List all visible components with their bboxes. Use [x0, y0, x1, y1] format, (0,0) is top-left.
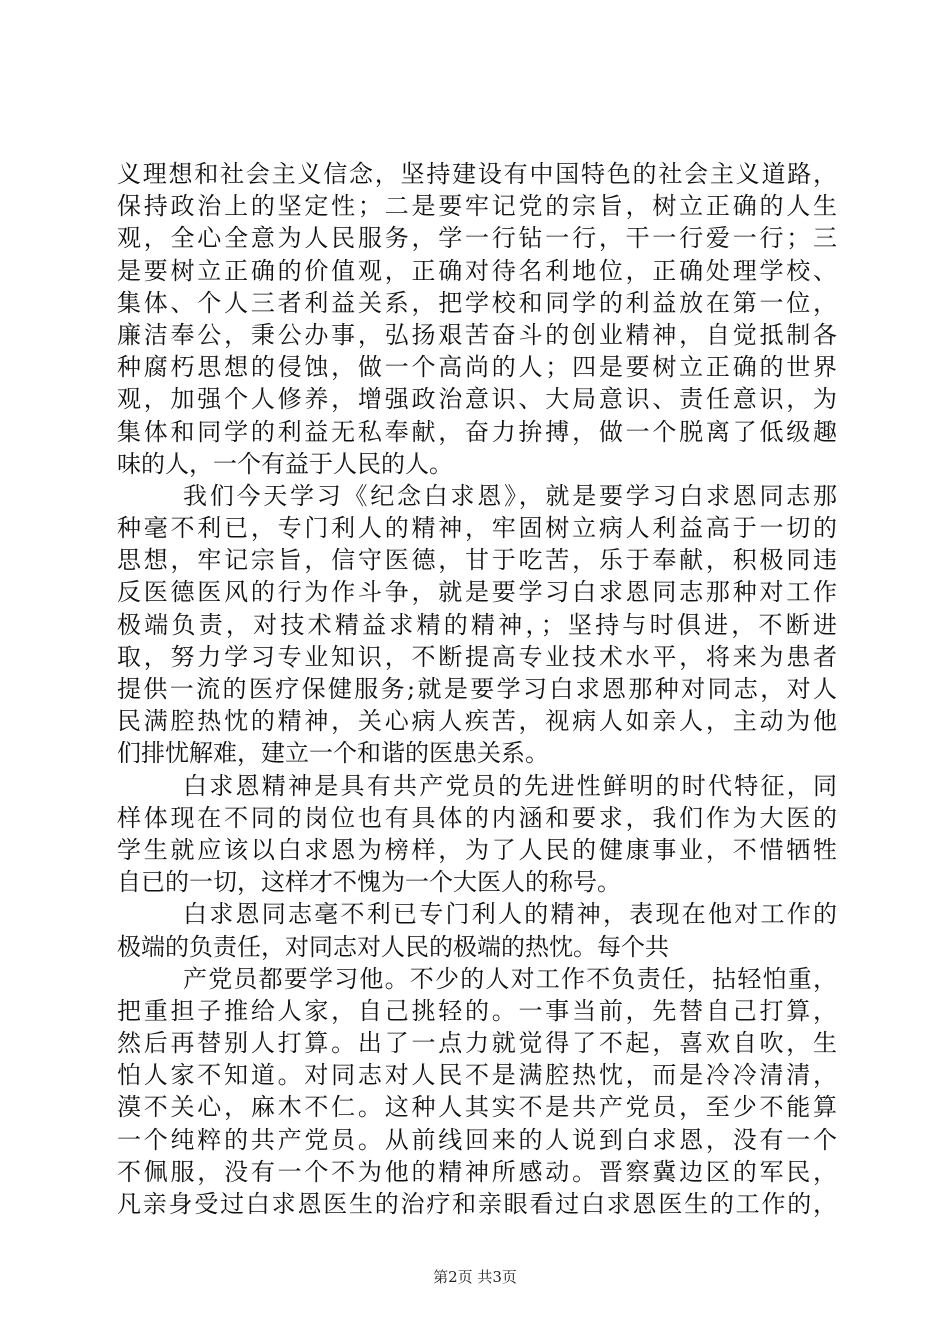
text-line: 极端负责，对技术精益求精的精神，；坚持与时俱进，不断进 — [117, 610, 837, 639]
text-line: 观，全心全意为人民服务，学一行钻一行，干一行爱一行；三 — [117, 224, 837, 253]
text-line: 们排忧解难，建立一个和谐的医患关系。 — [117, 739, 549, 768]
text-line: 极端的负责任，对同志对人民的极端的热忱。每个共 — [117, 932, 669, 961]
text-line: 自已的一切，这样才不愧为一个大医人的称号。 — [117, 868, 621, 897]
text-line: 反医德医风的行为作斗争，就是要学习白求恩同志那种对工作 — [117, 578, 837, 607]
paragraph-first-line: 产党员都要学习他。不少的人对工作不负责任，拈轻怕重， — [183, 964, 837, 993]
text-line: 取，努力学习专业知识，不断提高专业技术水平，将来为患者 — [117, 642, 837, 671]
text-line: 是要树立正确的价值观，正确对待名利地位，正确处理学校、 — [117, 256, 837, 285]
text-line: 然后再替别人打算。出了一点力就觉得了不起，喜欢自吹，生 — [117, 1029, 837, 1058]
text-line: 凡亲身受过白求恩医生的治疗和亲眼看过白求恩医生的工作的， — [117, 1190, 837, 1218]
text-line: 怕人家不知道。对同志对人民不是满腔热忱，而是冷冷清清， — [117, 1061, 837, 1090]
text-line: 一个纯粹的共产党员。从前线回来的人说到白求恩，没有一个 — [117, 1125, 837, 1154]
text-line: 集体和同学的利益无私奉献，奋力拚搏，做一个脱离了低级趣 — [117, 417, 837, 446]
text-line: 保持政治上的坚定性；二是要牢记党的宗旨，树立正确的人生 — [117, 192, 837, 221]
text-line: 漠不关心，麻木不仁。这种人其实不是共产党员，至少不能算 — [117, 1093, 837, 1122]
text-line: 义理想和社会主义信念，坚持建设有中国特色的社会主义道路， — [117, 160, 837, 188]
text-line: 味的人，一个有益于人民的人。 — [117, 449, 453, 478]
text-line: 思想，牢记宗旨，信守医德，甘于吃苦，乐于奉献，积极同违 — [117, 546, 837, 575]
text-line: 廉洁奉公，秉公办事，弘扬艰苦奋斗的创业精神，自觉抵制各 — [117, 320, 837, 349]
text-line: 观，加强个人修养，增强政治意识、大局意识、责任意识，为 — [117, 385, 837, 414]
text-line: 学生就应该以白求恩为榜样，为了人民的健康事业，不惜牺牲 — [117, 835, 837, 864]
text-line: 样体现在不同的岗位也有具体的内涵和要求，我们作为大医的 — [117, 803, 837, 832]
text-line: 民满腔热忱的精神，关心病人疾苦，视病人如亲人，主动为他 — [117, 707, 837, 736]
paragraph-first-line: 白求恩同志毫不利已专门利人的精神，表现在他对工作的 — [183, 900, 837, 929]
text-line: 提供一流的医疗保健服务;就是要学习白求恩那种对同志，对人 — [117, 675, 837, 703]
text-line: 不佩服，没有一个不为他的精神所感动。晋察冀边区的军民， — [117, 1157, 837, 1186]
text-line: 集体、个人三者利益关系，把学校和同学的利益放在第一位， — [117, 288, 837, 317]
paragraph-first-line: 白求恩精神是具有共产党员的先进性鲜明的时代特征，同 — [183, 771, 837, 800]
text-line: 把重担子推给人家，自己挑轻的。一事当前，先替自己打算， — [117, 996, 837, 1025]
body-text — [117, 158, 837, 1220]
text-line: 种毫不利已，专门利人的精神，牢固树立病人利益高于一切的 — [117, 514, 837, 543]
text-line: 种腐朽思想的侵蚀，做一个高尚的人；四是要树立正确的世界 — [117, 353, 837, 382]
paragraph-first-line: 我们今天学习《纪念白求恩》，就是要学习白求恩同志那 — [183, 481, 837, 510]
page-number-footer: 第2页 共3页 — [433, 1268, 517, 1286]
